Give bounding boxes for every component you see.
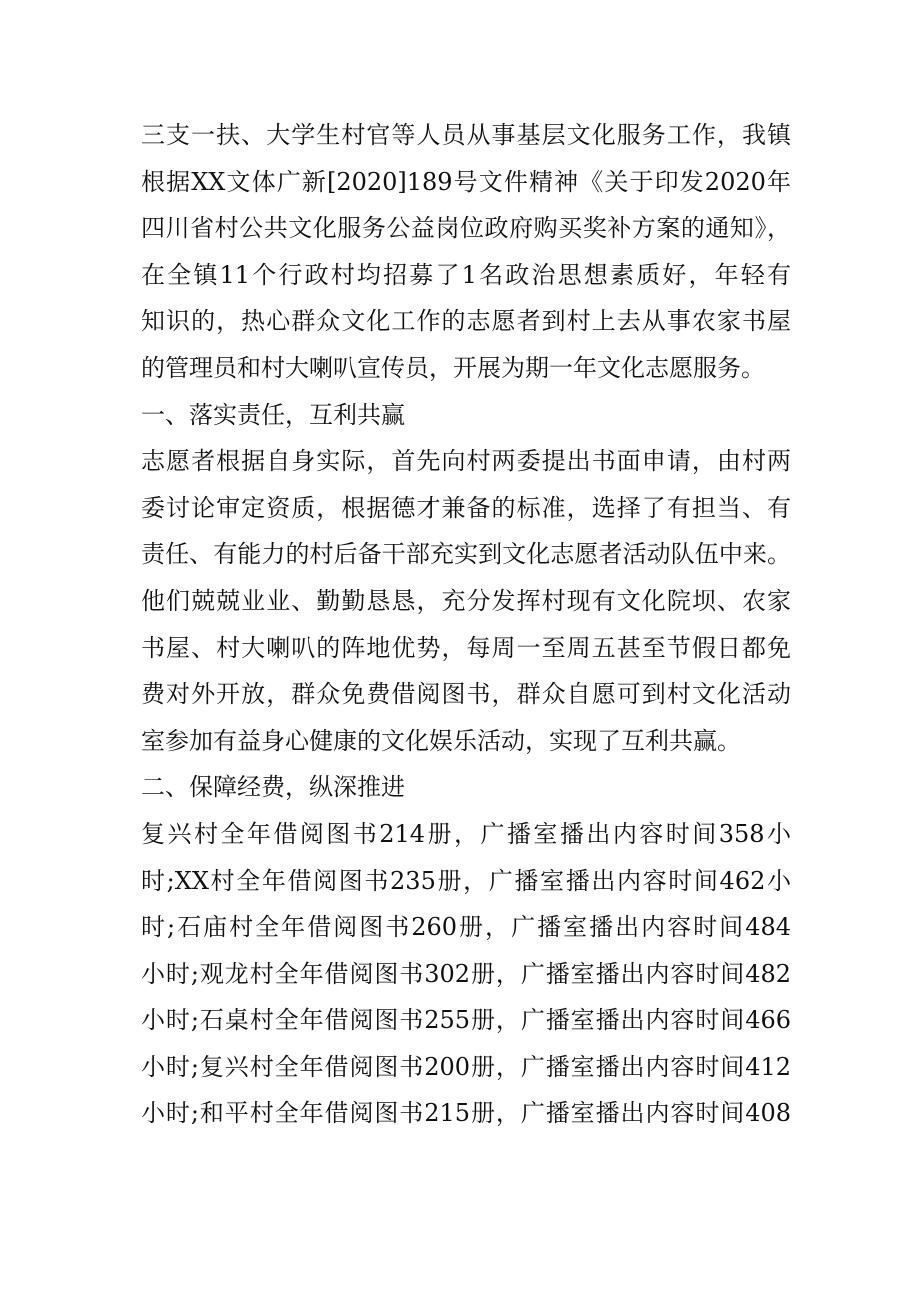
section-heading: 二、保障经费，纵深推进: [141, 773, 405, 802]
section-heading: 一、落实责任，互利共赢: [141, 400, 405, 429]
paragraph-line: 小时;和平村全年借阅图书215册，广播室播出内容时间408: [141, 1099, 791, 1128]
paragraph-line: 时;石庙村全年借阅图书260册，广播室播出内容时间484: [141, 913, 791, 942]
paragraph-line: 他们兢兢业业、勤勤恳恳，充分发挥村现有文化院坝、农家: [141, 586, 791, 615]
paragraph-line: 小时;石桌村全年借阅图书255册，广播室播出内容时间466: [141, 1006, 791, 1035]
paragraph-line: 室参加有益身心健康的文化娱乐活动，实现了互利共赢。: [141, 726, 741, 755]
paragraph-line: 复兴村全年借阅图书214册，广播室播出内容时间358小: [141, 819, 791, 848]
paragraph-line: 责任、有能力的村后备干部充实到文化志愿者活动队伍中来。: [141, 540, 791, 569]
paragraph-line: 三支一扶、大学生村官等人员从事基层文化服务工作，我镇: [141, 121, 791, 149]
paragraph-line: 在全镇11个行政村均招募了1名政治思想素质好，年轻有: [141, 260, 791, 289]
paragraph-line: 书屋、村大喇叭的阵地优势，每周一至周五甚至节假日都免: [141, 633, 791, 662]
paragraph-line: 委讨论审定资质，根据德才兼备的标准，选择了有担当、有: [141, 493, 791, 522]
paragraph-line: 四川省村公共文化服务公益岗位政府购买奖补方案的通知》，: [141, 214, 791, 243]
paragraph-line: 小时;观龙村全年借阅图书302册，广播室播出内容时间482: [141, 959, 791, 988]
paragraph-line: 时;XX村全年借阅图书235册，广播室播出内容时间462小: [141, 866, 791, 895]
paragraph-line: 费对外开放，群众免费借阅图书，群众自愿可到村文化活动: [141, 680, 791, 709]
document-body: [141, 112, 791, 1137]
paragraph-line: 志愿者根据自身实际，首先向村两委提出书面申请，由村两: [141, 447, 791, 476]
paragraph-line: 知识的，热心群众文化工作的志愿者到村上去从事农家书屋: [141, 307, 791, 336]
paragraph-line: 根据XX文体广新[2020]189号文件精神《关于印发2020年: [141, 167, 791, 196]
paragraph-line: 小时;复兴村全年借阅图书200册，广播室播出内容时间412: [141, 1052, 791, 1081]
paragraph-line: 的管理员和村大喇叭宣传员，开展为期一年文化志愿服务。: [141, 353, 765, 382]
